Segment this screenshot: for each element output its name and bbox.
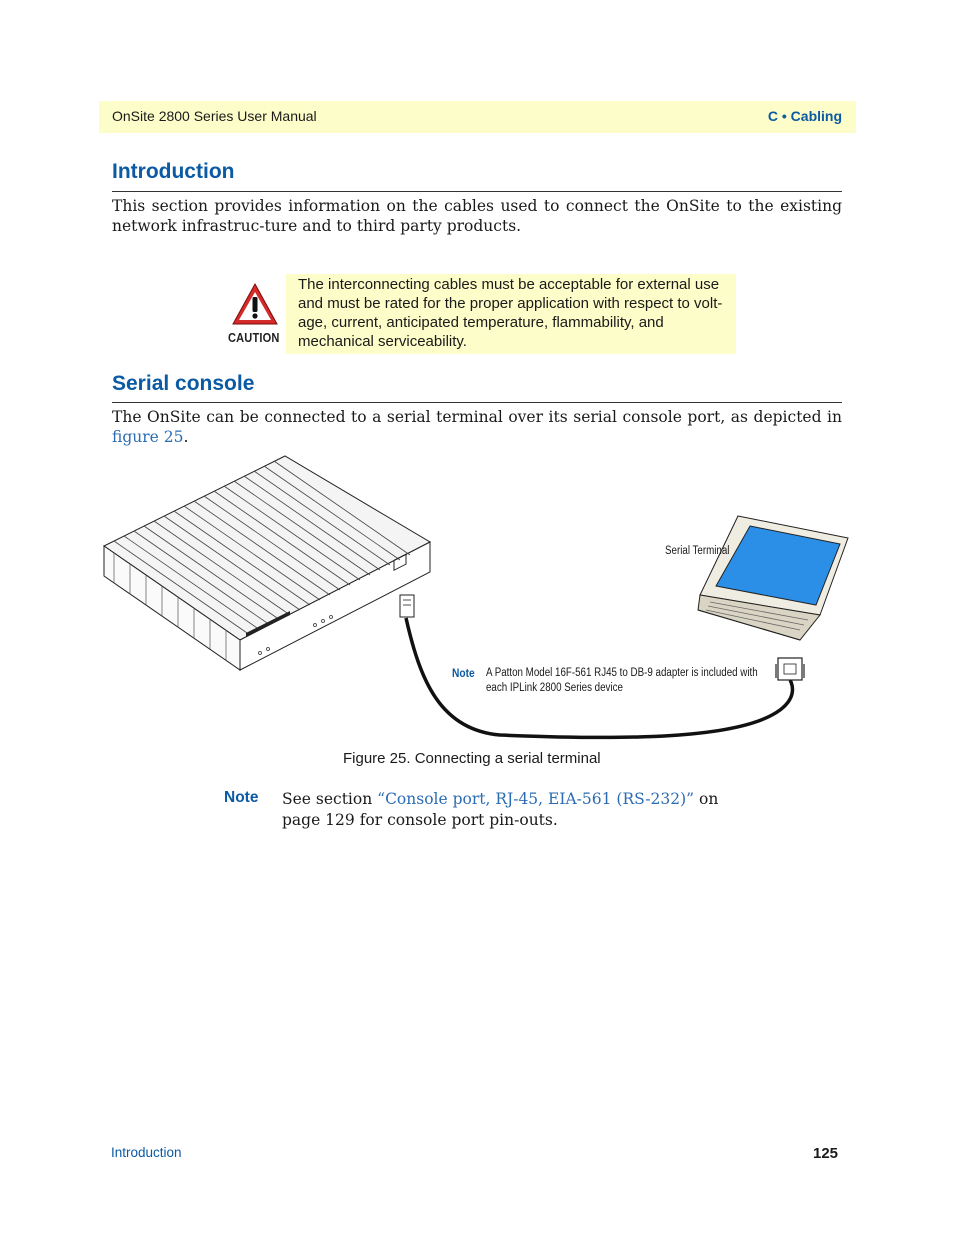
figure-note-label: Note (452, 666, 475, 680)
figure-note-text: A Patton Model 16F-561 RJ45 to DB-9 adapter is included with each IPLink 2800 Series device (486, 667, 758, 694)
note-label: Note (224, 789, 259, 806)
serial-rule (112, 402, 842, 403)
onsite-device-illustration (104, 456, 430, 670)
intro-paragraph: This section provides information on the cables used to connect the OnSite to the existing network infrastruc-ture and to third party products. (112, 197, 842, 235)
figure-25-link[interactable]: figure 25 (112, 428, 184, 446)
footer-section: Introduction (111, 1145, 182, 1160)
manual-title: OnSite 2800 Series User Manual (112, 108, 317, 124)
console-port-link[interactable]: “Console port, RJ-45, EIA-561 (RS-232)” (377, 790, 695, 808)
note-text (282, 789, 752, 831)
caution-box (286, 274, 736, 354)
note-text-after: on page 129 for console port pin-outs. (282, 790, 719, 829)
serial-heading: Serial console (112, 372, 255, 395)
figure-serial-connection (100, 450, 860, 750)
caution-text: The interconnecting cables must be acceptable for external use and must be rated for the proper application with respect to volt-age, current, anticipated temperature, flammability, and mechanical serviceability. (298, 276, 723, 350)
running-header (99, 101, 856, 133)
intro-rule (112, 191, 842, 192)
serial-terminal-label: Serial Terminal (665, 545, 730, 557)
figure-caption: Figure 25. Connecting a serial terminal (343, 750, 601, 767)
intro-heading: Introduction (112, 160, 235, 183)
serial-paragraph (112, 407, 842, 447)
serial-body-end: . (183, 428, 189, 446)
caution-label: CAUTION (228, 330, 280, 345)
laptop-illustration (698, 516, 848, 640)
note-text-before: See section (282, 790, 378, 808)
page-number: 125 (813, 1145, 839, 1162)
chapter-label: C • Cabling (767, 108, 842, 124)
serial-body-text: The OnSite can be connected to a serial terminal over its serial console port, as depicted in (112, 408, 842, 426)
